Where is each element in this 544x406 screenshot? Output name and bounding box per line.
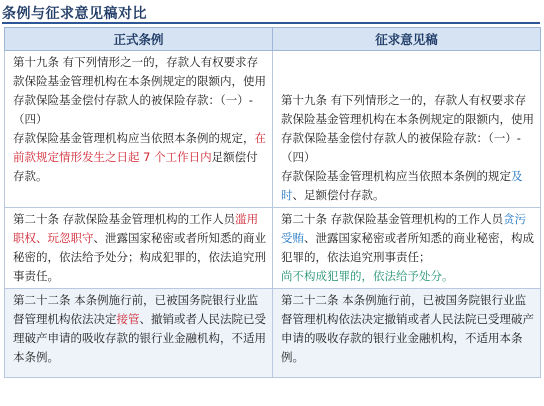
cell-formal-article-20 [5,208,273,289]
table-header-row [5,28,541,51]
formal-19-para2 [13,129,266,186]
cell-formal-article-22 [5,289,273,378]
formal-19-para2-post: 足额偿付存款。 [13,150,258,183]
formal-19-para1: 第十九条 有下列情形之一的，存款人有权要求存款保险基金管理机构在本条例规定的限额内，使用存款保险基金偿付存款人的被保险存款：（一）-（四） [13,55,266,126]
formal-19-highlight: 在前款规定情形发生之日起 7 个工作日内 [13,131,266,164]
draft-19-para2-post: 、足额偿付存款。 [292,188,385,202]
draft-19-para2 [281,167,534,205]
table-row-article-20 [5,208,541,289]
draft-20-text [281,210,534,267]
title-bar [0,0,544,24]
formal-20-post: 、泄露国家秘密或者所知悉的商业秘密的，依法给予处分；构成犯罪的，依法追究刑事责任。 [13,231,266,283]
draft-20-highlight: 贪污受贿 [281,212,527,245]
header-formal-regulation: 正式条例 [5,28,273,51]
cell-draft-article-19 [273,51,541,208]
page-title: 条例与征求意见稿对比 [2,6,147,22]
comparison-table [4,27,541,378]
formal-20-text [13,210,266,286]
formal-20-highlight: 滥用职权、玩忽职守 [13,212,259,245]
formal-22-text [13,291,266,367]
cell-draft-article-22 [273,289,541,378]
draft-20-extra: 尚不构成犯罪的，依法给予处分。 [281,269,454,283]
header-draft-for-comment: 征求意见稿 [273,28,541,51]
formal-22-post: 、撤销或者人民法院已受理破产申请的吸收存款的银行业金融机构，不适用本条例。 [13,312,266,364]
draft-19-highlight: 及时 [281,169,523,202]
formal-19-para2-pre: 存款保险基金管理机构应当依照本条例的规定， [13,131,255,145]
cell-formal-article-19 [5,51,273,208]
draft-20-post: 、泄露国家秘密或者所知悉的商业秘密，构成犯罪的，依法追究刑事责任； [281,231,534,264]
cell-draft-article-20 [273,208,541,289]
draft-20-pre: 第二十条 存款保险基金管理机构的工作人员 [281,212,504,226]
draft-19-para1: 第十九条 有下列情形之一的，存款人有权要求存款保险基金管理机构在本条例规定的限额内，使用存款保险基金偿付存款人的被保险存款：（一）-（四） [281,93,534,164]
formal-20-pre: 第二十条 存款保险基金管理机构的工作人员 [13,212,236,226]
formal-22-pre: 第二十二条 本条例施行前，已被国务院银行业监督管理机构依法决定 [13,293,259,326]
formal-22-highlight: 接管 [116,312,140,326]
draft-19-spacer [281,53,534,91]
draft-22-text: 第二十二条 本条例施行前，已被国务院银行业监督管理机构依法决定撤销或者人民法院已受理破产申请的吸收存款的银行业金融机构，不适用本条例。 [281,293,534,364]
title-divider [2,22,540,24]
table-row-article-19 [5,51,541,208]
draft-19-para2-pre: 存款保险基金管理机构应当依照本条例的规定 [281,169,511,183]
table-row-article-22 [5,289,541,378]
